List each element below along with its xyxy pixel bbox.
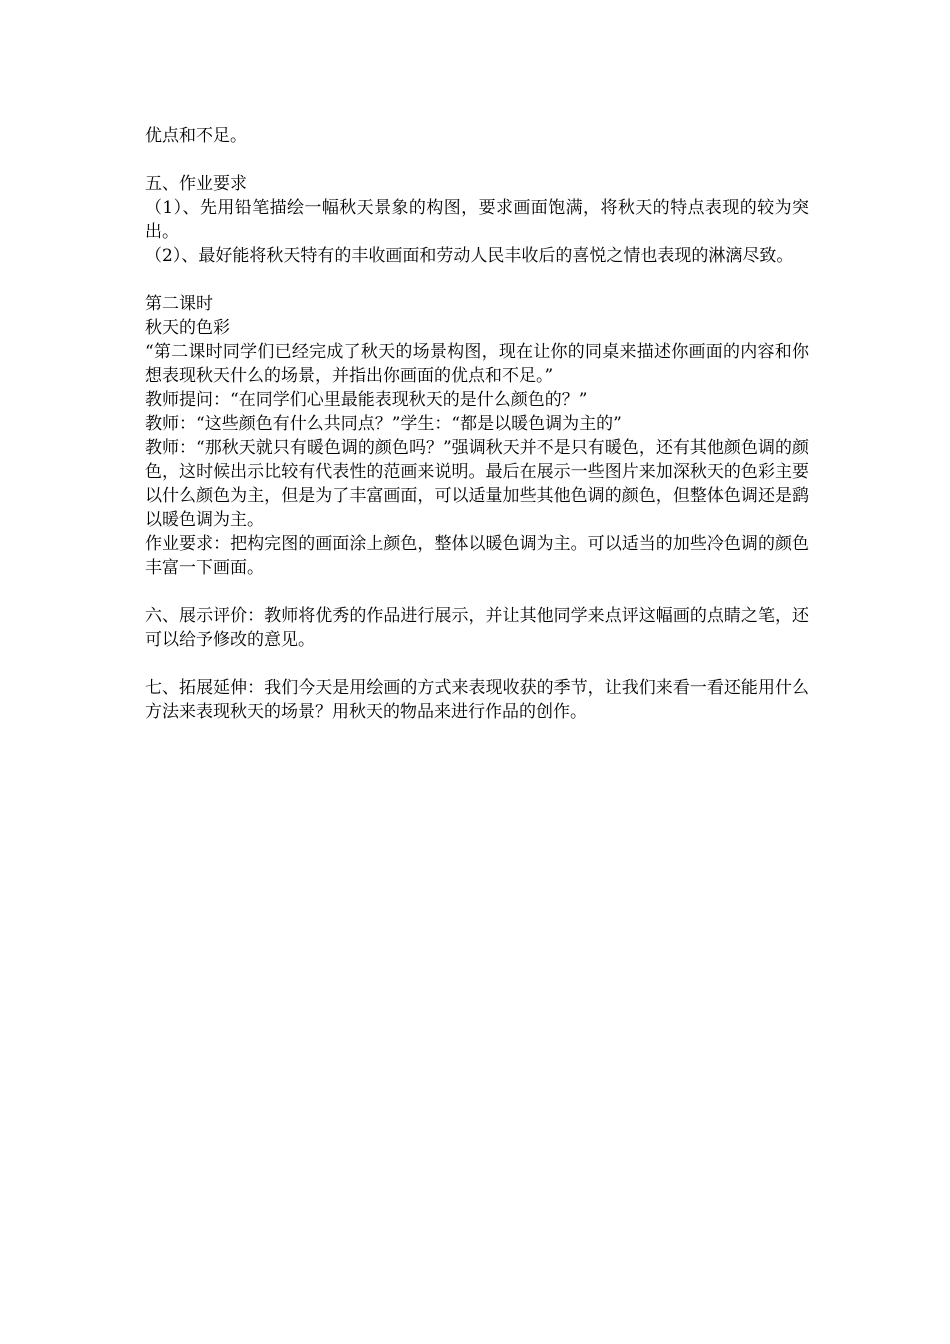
teacher-question: 教师提问：“在同学们心里最能表现秋天的是什么颜色的？”	[145, 390, 588, 410]
paragraph-gap	[145, 652, 809, 676]
teacher-explanation: 教师：“那秋天就只有暖色调的颜色吗？”强调秋天并不是只有暖色，还有其他颜色调的颜色，这时候出示比较有代表性的范画来说明。最后在展示一些图片来加深秋天的色彩主要以什么颜色为主，但是为了丰富画面，可以适量加些其他色调的颜色，但整体色调还是鹞以暖色调为主。	[145, 438, 809, 530]
paragraph-continuation: 优点和不足。	[145, 126, 247, 146]
paragraph-gap	[145, 268, 809, 292]
teacher-student-dialogue: 教师：“这些颜色有什么共同点？”学生：“都是以暖色调为主的”	[145, 414, 622, 434]
section-extension: 七、拓展延伸：我们今天是用绘画的方式来表现收获的季节，让我们来看一看还能用什么方法来表现秋天的场景？用秋天的物品来进行作品的创作。	[145, 678, 809, 722]
homework-item-2: （2）、最好能将秋天特有的丰收画面和劳动人民丰收后的喜悦之情也表现的淋漓尽致。	[145, 246, 794, 266]
homework-requirement: 作业要求：把构完图的画面涂上颜色，整体以暖色调为主。可以适当的加些冷色调的颜色丰富一下画面。	[145, 534, 809, 578]
section-display-evaluation: 六、展示评价：教师将优秀的作品进行展示，并让其他同学来点评这幅画的点睛之笔，还可以给予修改的意见。	[145, 606, 809, 650]
document-body	[145, 124, 809, 724]
section-heading-homework: 五、作业要求	[145, 174, 247, 194]
lesson-intro: “第二课时同学们已经完成了秋天的场景构图，现在让你的同桌来描述你画面的内容和你想表现秋天什么的场景，并指出你画面的优点和不足。”	[145, 342, 809, 386]
paragraph-gap	[145, 148, 809, 172]
homework-item-1: （1）、先用铅笔描绘一幅秋天景象的构图，要求画面饱满，将秋天的特点表现的较为突出。	[145, 198, 809, 242]
lesson-title: 秋天的色彩	[145, 318, 230, 338]
paragraph-gap	[145, 580, 809, 604]
lesson-heading: 第二课时	[145, 294, 213, 314]
